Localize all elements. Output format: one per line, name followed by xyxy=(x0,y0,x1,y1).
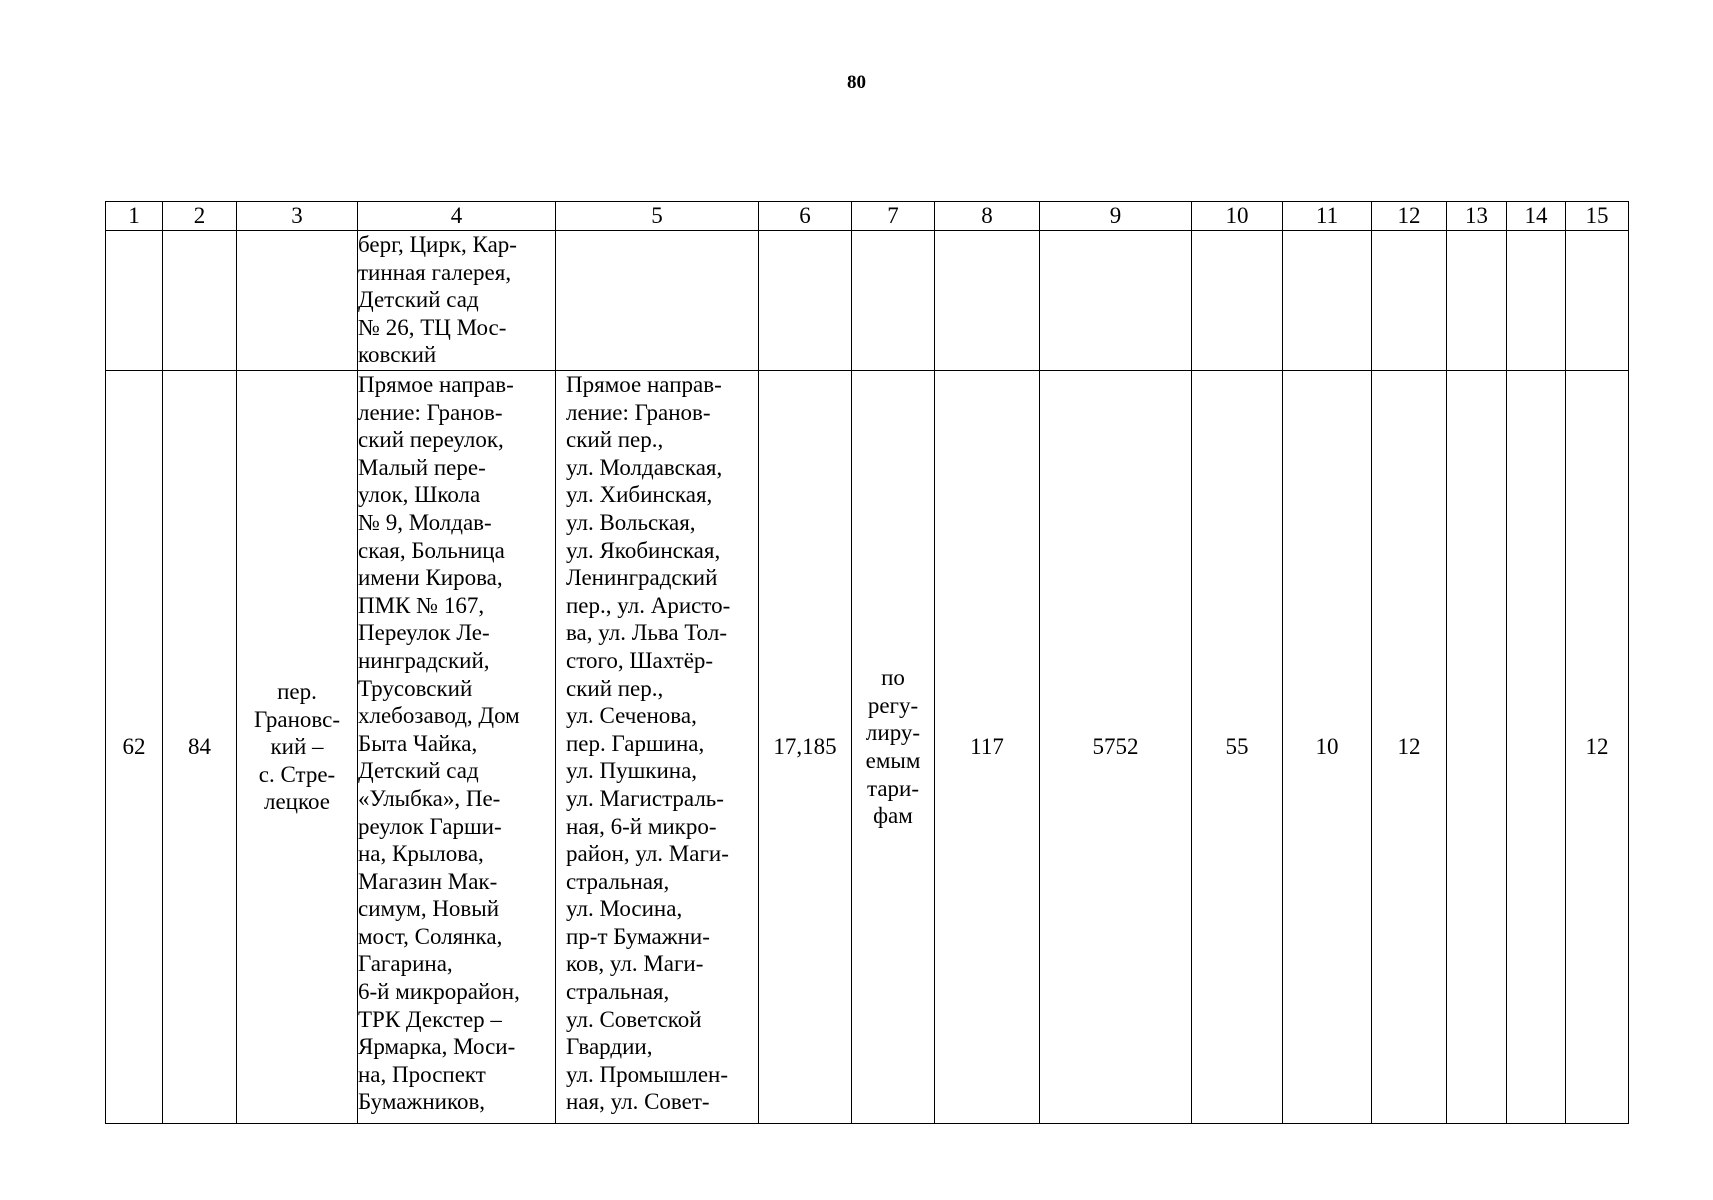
text-line: Детский сад xyxy=(358,287,479,313)
text-line: ский пер., xyxy=(566,675,664,701)
text-line: тинная галерея, xyxy=(358,259,512,285)
text-line: Переулок Ле- xyxy=(358,620,490,646)
text-line: ул. Якобинская, xyxy=(566,537,721,563)
route-row xyxy=(106,371,1629,1124)
header-col-5: 5 xyxy=(556,202,759,231)
route-col15-cell: 12 xyxy=(1566,371,1629,1124)
text-line: «Улыбка», Пе- xyxy=(358,785,501,811)
continuation-stops-cell xyxy=(358,231,556,371)
route-streets-cell xyxy=(556,371,759,1124)
text-line: берг, Цирк, Кар- xyxy=(358,232,517,257)
text-line: кий – xyxy=(270,734,324,760)
text-line: ул. Вольская, xyxy=(566,509,696,535)
text-line: Детский сад xyxy=(358,758,479,784)
cell-empty xyxy=(1566,231,1629,371)
cell-empty xyxy=(1283,231,1372,371)
continuation-row xyxy=(106,231,1629,371)
text-line: ПМК № 167, xyxy=(358,592,485,618)
text-line: ул. Советской xyxy=(566,1006,702,1032)
text-line: лецкое xyxy=(264,789,330,815)
text-line: Гвардии, xyxy=(566,1034,653,1060)
route-col12-cell: 12 xyxy=(1372,371,1447,1124)
text-line: стральная, xyxy=(566,979,670,1005)
text-line: ул. Мосина, xyxy=(566,896,683,922)
text-line: № 26, ТЦ Мос- xyxy=(358,314,507,340)
text-line: емым xyxy=(865,748,921,773)
text-line: ский пер., xyxy=(566,427,664,453)
text-line: Ленинградский xyxy=(566,565,718,591)
route-col14-cell xyxy=(1507,371,1566,1124)
cell-empty xyxy=(1192,231,1283,371)
header-col-14: 14 xyxy=(1507,202,1566,231)
cell-empty xyxy=(556,231,759,371)
text-line: ул. Молдавская, xyxy=(566,454,723,480)
text-line: хлебозавод, Дом xyxy=(358,703,520,729)
route-col10-cell: 55 xyxy=(1192,371,1283,1124)
header-col-15: 15 xyxy=(1566,202,1629,231)
header-col-4: 4 xyxy=(358,202,556,231)
text-line: Прямое направ- xyxy=(358,372,514,397)
header-col-1: 1 xyxy=(106,202,163,231)
text-line: пр-т Бумажни- xyxy=(566,923,710,949)
text-line: реулок Гарши- xyxy=(358,813,502,839)
route-number-cell: 84 xyxy=(163,371,237,1124)
route-stops-cell xyxy=(358,371,556,1124)
header-col-2: 2 xyxy=(163,202,237,231)
header-col-12: 12 xyxy=(1372,202,1447,231)
text-line: Быта Чайка, xyxy=(358,730,478,756)
text-line: пер., ул. Аристо- xyxy=(566,592,731,618)
cell-empty xyxy=(1040,231,1192,371)
cell-empty xyxy=(1447,231,1507,371)
header-col-9: 9 xyxy=(1040,202,1192,231)
cell-empty xyxy=(1372,231,1447,371)
cell-empty xyxy=(106,231,163,371)
header-col-8: 8 xyxy=(935,202,1040,231)
route-col9-cell: 5752 xyxy=(1040,371,1192,1124)
text-line: пер. xyxy=(277,679,317,705)
text-line: № 9, Молдав- xyxy=(358,509,492,535)
header-col-11: 11 xyxy=(1283,202,1372,231)
text-line: ул. Сеченова, xyxy=(566,703,697,729)
text-line: стральная, xyxy=(566,868,670,894)
cell-empty xyxy=(237,231,358,371)
text-line: Бумажников, xyxy=(358,1089,486,1115)
text-line: с. Стре- xyxy=(258,761,336,787)
text-line: ул. Хибинская, xyxy=(566,482,713,508)
text-line: имени Кирова, xyxy=(358,565,503,591)
text-line: ул. Пушкина, xyxy=(566,758,698,784)
header-col-7: 7 xyxy=(852,202,935,231)
route-col8-cell: 117 xyxy=(935,371,1040,1124)
text-line: мост, Солянка, xyxy=(358,923,503,949)
text-line: Малый пере- xyxy=(358,454,486,480)
text-line: ТРК Декстер – xyxy=(358,1006,502,1032)
text-line: по xyxy=(881,665,905,691)
text-line: стого, Шахтёр- xyxy=(566,647,714,673)
header-col-6: 6 xyxy=(759,202,852,231)
text-line: район, ул. Маги- xyxy=(566,841,729,867)
text-line: ная, ул. Совет- xyxy=(566,1089,710,1115)
text-line: Ярмарка, Моси- xyxy=(358,1034,516,1060)
route-length-cell: 17,185 xyxy=(759,371,852,1124)
text-line: улок, Школа xyxy=(358,482,481,508)
route-name-cell xyxy=(237,371,358,1124)
route-col11-cell: 10 xyxy=(1283,371,1372,1124)
cell-empty xyxy=(759,231,852,371)
text-line: фам xyxy=(873,803,913,829)
text-line: ул. Магистраль- xyxy=(566,785,724,811)
text-line: ление: Гранов- xyxy=(358,399,503,425)
text-line: на, Проспект xyxy=(358,1061,486,1087)
route-col13-cell xyxy=(1447,371,1507,1124)
text-line: ная, 6-й микро- xyxy=(566,813,717,839)
header-col-13: 13 xyxy=(1447,202,1507,231)
header-col-3: 3 xyxy=(237,202,358,231)
cell-empty xyxy=(852,231,935,371)
cell-empty xyxy=(163,231,237,371)
text-line: ский переулок, xyxy=(358,427,504,453)
text-line: нинградский, xyxy=(358,647,490,673)
route-num-cell: 62 xyxy=(106,371,163,1124)
text-line: лиру- xyxy=(865,720,921,746)
text-line: Магазин Мак- xyxy=(358,868,498,894)
text-line: пер. Гаршина, xyxy=(566,730,705,756)
route-table xyxy=(105,201,1629,1124)
route-tariff-cell xyxy=(852,371,935,1124)
page-number: 80 xyxy=(847,72,866,93)
text-line: ков, ул. Маги- xyxy=(566,951,704,977)
text-line: симум, Новый xyxy=(358,896,500,922)
header-row xyxy=(106,202,1629,231)
text-line: тари- xyxy=(866,775,919,801)
header-col-10: 10 xyxy=(1192,202,1283,231)
text-line: ская, Больница xyxy=(358,537,505,563)
text-line: ление: Гранов- xyxy=(566,399,711,425)
cell-empty xyxy=(935,231,1040,371)
text-line: ул. Промышлен- xyxy=(566,1061,729,1087)
text-line: Гагарина, xyxy=(358,951,453,977)
text-line: Прямое направ- xyxy=(566,372,722,397)
text-line: ва, ул. Льва Тол- xyxy=(566,620,727,646)
text-line: Грановс- xyxy=(254,706,340,732)
cell-empty xyxy=(1507,231,1566,371)
text-line: регу- xyxy=(867,692,919,718)
text-line: ковский xyxy=(358,342,437,368)
text-line: Трусовский xyxy=(358,675,473,701)
text-line: на, Крылова, xyxy=(358,841,484,867)
text-line: 6-й микрорайон, xyxy=(358,979,520,1005)
